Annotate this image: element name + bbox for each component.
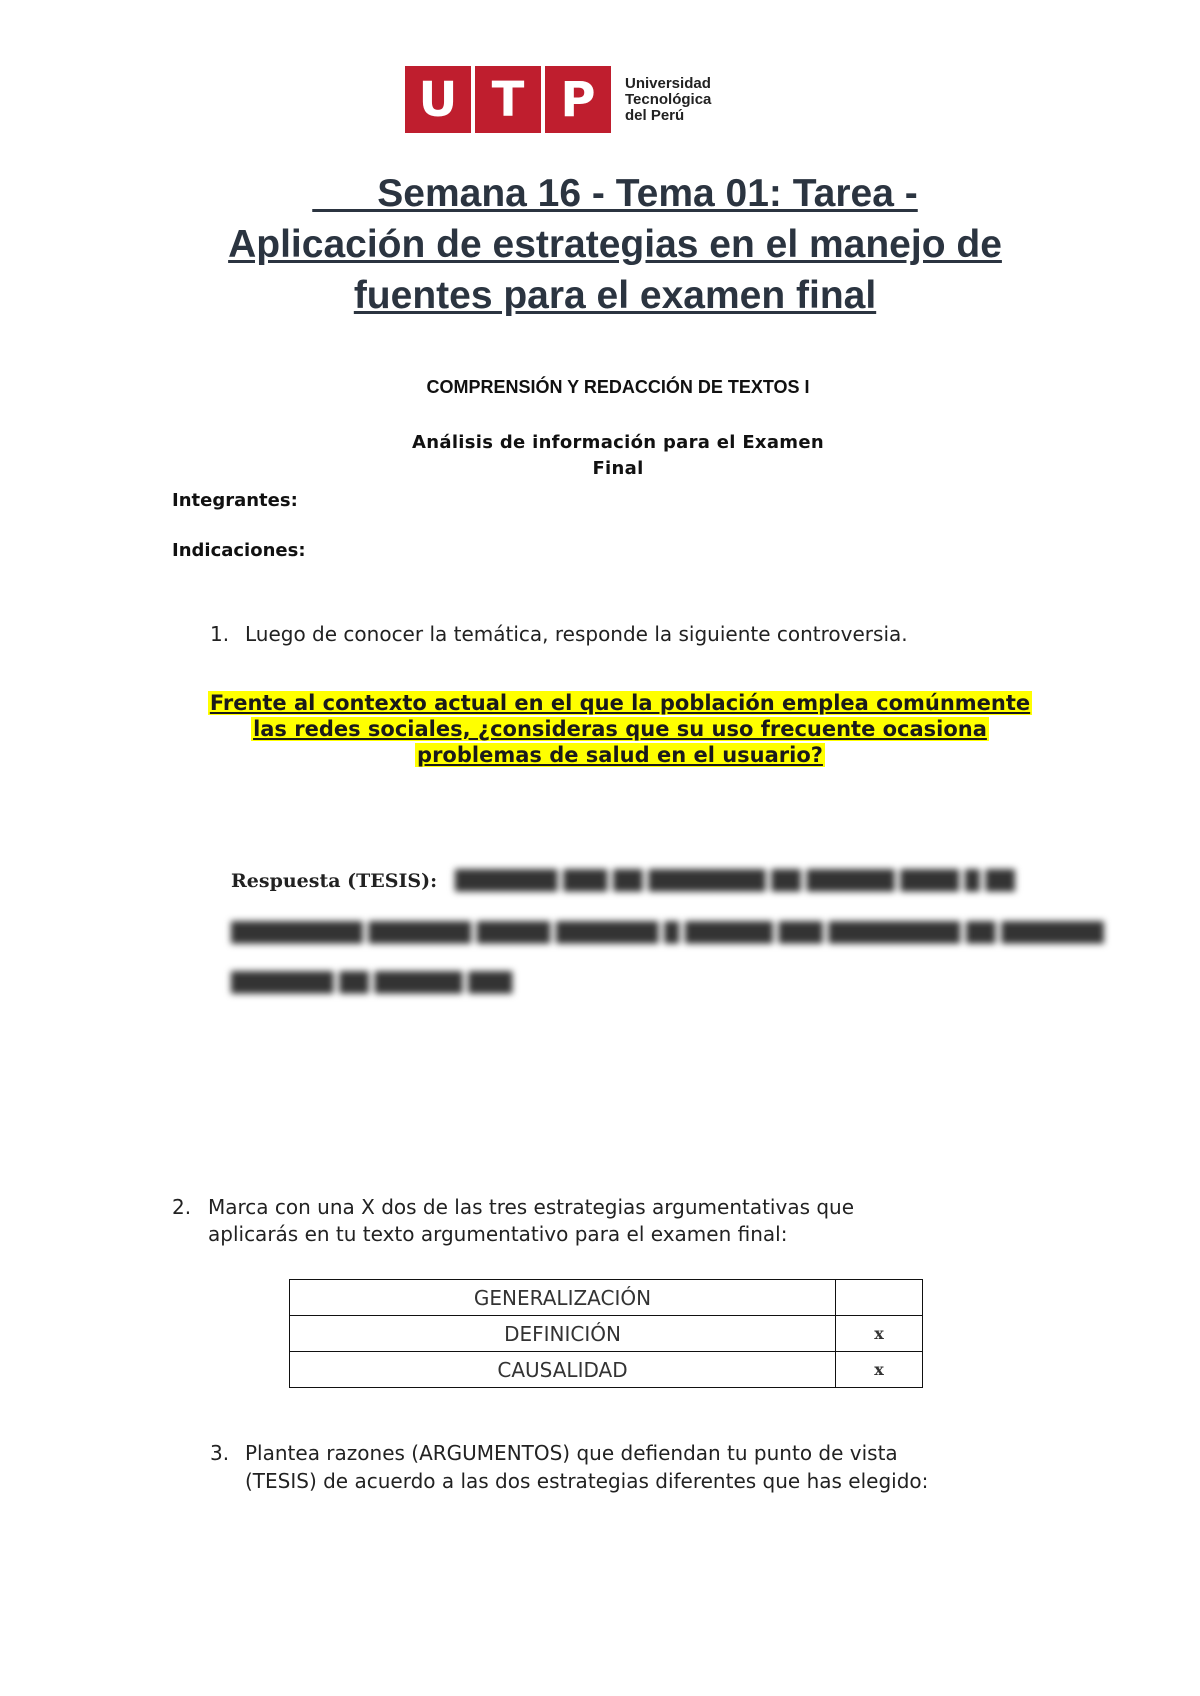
table-row xyxy=(290,1352,923,1388)
logo-wordmark xyxy=(625,76,711,124)
strategy-mark-cell[interactable]: x xyxy=(836,1316,923,1352)
logo-letter-p: P xyxy=(560,71,596,128)
logo-line-1: Universidad xyxy=(625,74,711,92)
instruction-2-line-2: aplicarás en tu texto argumentativo para el examen final: xyxy=(208,1222,788,1246)
question-line-3: problemas de salud en el usuario? xyxy=(417,743,823,767)
title-line-1: Semana 16 - Tema 01: Tarea - xyxy=(312,172,918,215)
blurred-answer-line: █████████ ███████ █████ ███████ █ ██████ ███ █████████ ██ ███████ xyxy=(231,922,1104,944)
title-line-3: fuentes para el examen final xyxy=(353,274,877,317)
instruction-2-line-1: Marca con una X dos de las tres estrategias argumentativas que xyxy=(208,1195,855,1219)
strategy-name: DEFINICIÓN xyxy=(290,1316,836,1352)
utp-logo xyxy=(405,66,711,133)
answer-label: Respuesta (TESIS): xyxy=(231,870,438,892)
table-row xyxy=(290,1316,923,1352)
page-title xyxy=(150,168,1080,321)
strategy-name: GENERALIZACIÓN xyxy=(290,1280,836,1316)
table-row xyxy=(290,1280,923,1316)
logo-line-2: Tecnológica xyxy=(625,90,712,108)
instruction-2-number: 2. xyxy=(172,1195,192,1219)
blurred-answer-line: ███████ ███ ██ ████████ ██ ██████ ████ █ ██ xyxy=(455,870,1015,892)
instruction-3-line-1: Plantea razones (ARGUMENTOS) que defiendan tu punto de vista xyxy=(245,1441,898,1465)
instruction-3 xyxy=(210,1440,1110,1500)
instruction-1-number: 1. xyxy=(210,622,230,646)
integrantes-label: Integrantes: xyxy=(172,490,298,511)
strategy-table xyxy=(289,1279,923,1388)
strategy-name: CAUSALIDAD xyxy=(290,1352,836,1388)
indicaciones-label: Indicaciones: xyxy=(172,540,306,561)
course-name: COMPRENSIÓN Y REDACCIÓN DE TEXTOS I xyxy=(426,377,810,397)
logo-blocks xyxy=(405,66,611,133)
controversy-question xyxy=(160,690,1080,768)
instruction-3-number: 3. xyxy=(210,1441,230,1465)
question-line-2: las redes sociales, ¿consideras que su uso frecuente ocasiona xyxy=(253,717,987,741)
question-line-1: Frente al contexto actual en el que la población emplea comúnmente xyxy=(209,691,1031,715)
instruction-3-line-2: (TESIS) de acuerdo a las dos estrategias diferentes que has elegido: xyxy=(245,1469,929,1493)
blurred-answer-line: ███████ ██ ██████ ███ xyxy=(231,972,513,994)
strategy-mark-cell[interactable] xyxy=(836,1280,923,1316)
title-line-2: Aplicación de estrategias en el manejo de xyxy=(228,223,1002,266)
instruction-1 xyxy=(210,621,1110,651)
instruction-2 xyxy=(172,1194,1072,1254)
instruction-1-text: Luego de conocer la temática, responde la siguiente controversia. xyxy=(245,622,908,646)
subtitle: Análisis de información para el Examen Final xyxy=(412,432,824,479)
logo-letter-u: U xyxy=(418,71,458,128)
strategy-mark-cell[interactable]: x xyxy=(836,1352,923,1388)
logo-line-3: del Perú xyxy=(625,106,685,124)
logo-letter-t: T xyxy=(491,71,525,128)
